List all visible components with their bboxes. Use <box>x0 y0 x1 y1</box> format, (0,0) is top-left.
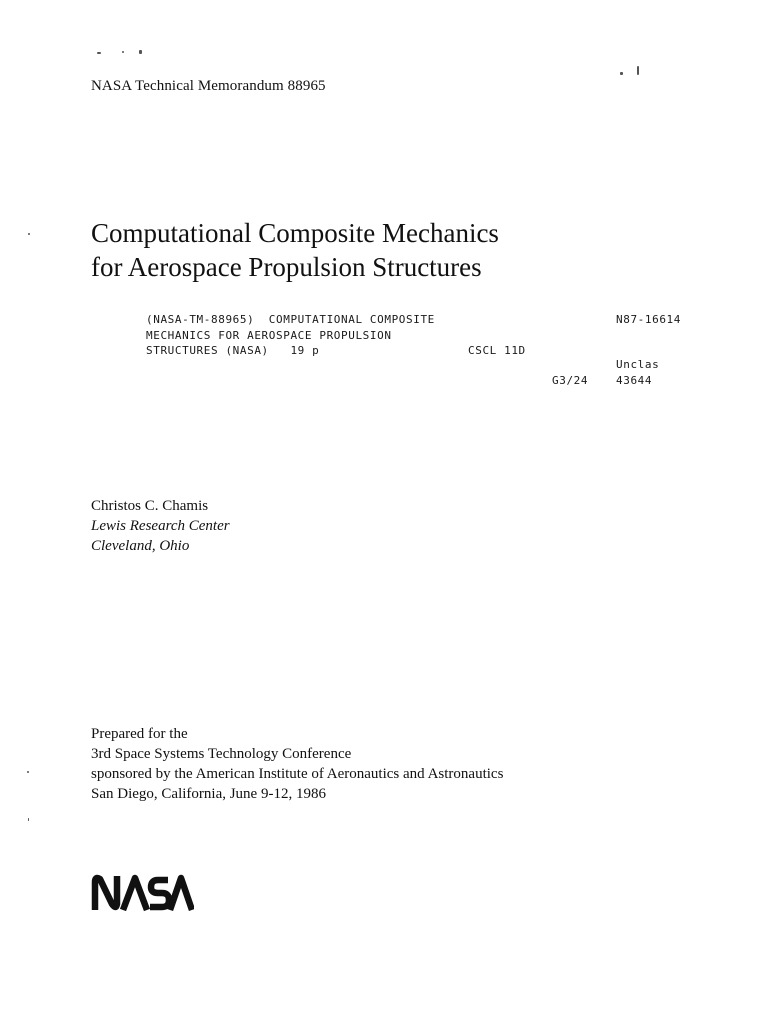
prepared-line-2: 3rd Space Systems Technology Conference <box>91 746 352 762</box>
scan-speck <box>97 52 101 54</box>
preparation-note <box>91 724 503 804</box>
scan-speck <box>122 51 124 53</box>
catalog-code: 43644 <box>616 374 653 387</box>
author-block <box>91 496 230 556</box>
catalog-line-1: (NASA-TM-88965) COMPUTATIONAL COMPOSITE <box>146 313 435 326</box>
prepared-line-3: sponsored by the American Institute of Aeronautics and Astronautics <box>91 766 504 782</box>
author-location: Cleveland, Ohio <box>91 538 190 554</box>
report-number: NASA Technical Memorandum 88965 <box>91 78 326 94</box>
catalog-accession-number: N87-16614 <box>616 313 682 326</box>
catalog-cscl: CSCL 11D <box>468 344 526 357</box>
catalog-classification: Unclas <box>616 358 660 371</box>
scan-speck <box>27 771 29 773</box>
title-line-2: for Aerospace Propulsion Structures <box>91 252 482 282</box>
document-title <box>91 216 499 284</box>
scan-speck <box>620 72 623 75</box>
scan-speck <box>28 818 29 821</box>
scan-speck <box>28 233 30 235</box>
author-name: Christos C. Chamis <box>91 498 209 514</box>
catalog-category: G3/24 <box>552 374 589 387</box>
prepared-line-4: San Diego, California, June 9-12, 1986 <box>91 786 326 802</box>
catalog-line-3: STRUCTURES (NASA) 19 p <box>146 344 320 357</box>
title-line-1: Computational Composite Mechanics <box>91 218 499 248</box>
author-center: Lewis Research Center <box>91 518 230 534</box>
catalog-line-2: MECHANICS FOR AEROSPACE PROPULSION <box>146 329 392 342</box>
scan-speck <box>637 66 639 75</box>
nasa-logo <box>90 872 194 912</box>
scan-speck <box>139 50 142 54</box>
prepared-line-1: Prepared for the <box>91 726 188 742</box>
